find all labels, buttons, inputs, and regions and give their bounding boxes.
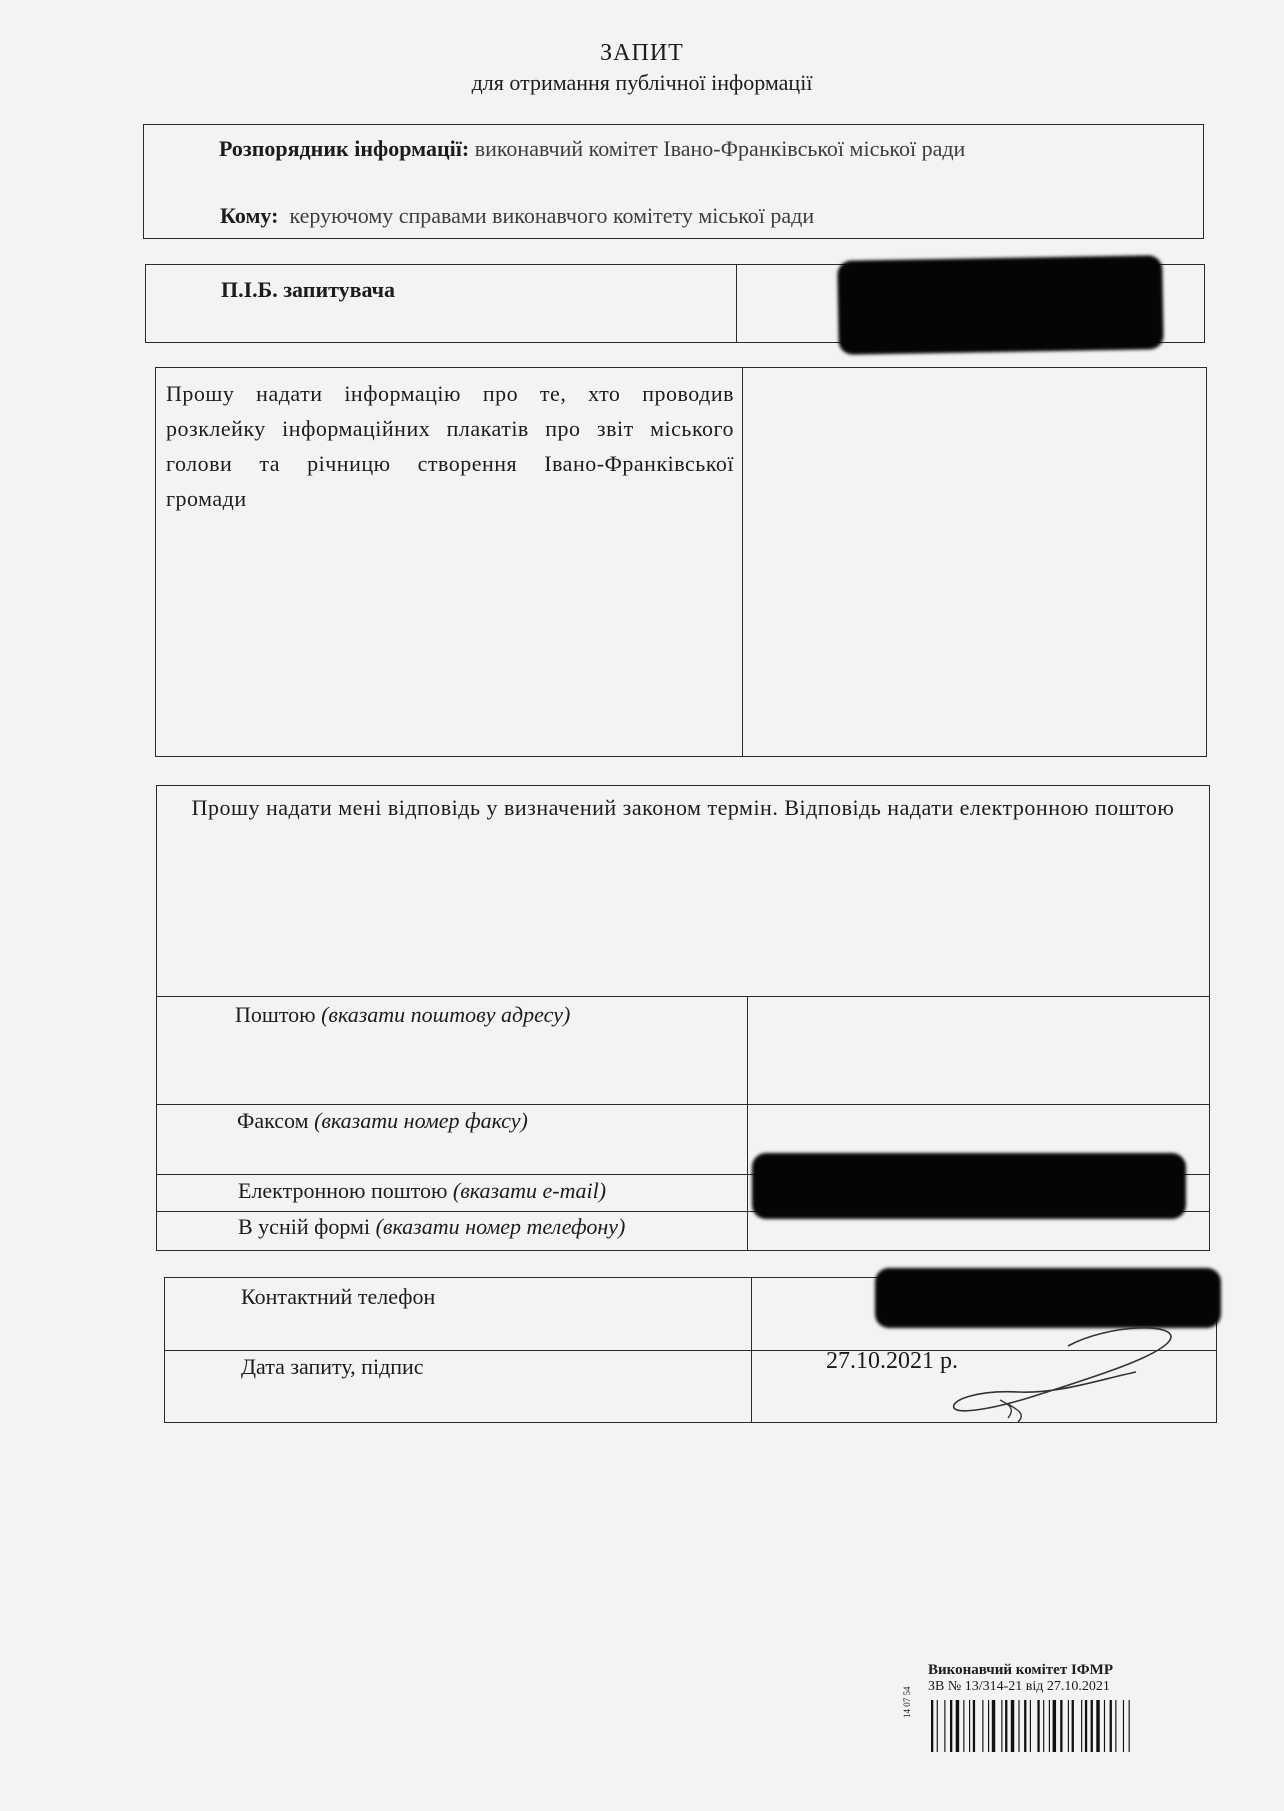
registration-stamp — [928, 1662, 1228, 1695]
email-hint: (вказати e-mail) — [452, 1178, 607, 1203]
answer-intro: Прошу надати мені відповідь у визначений законом термін. Відповідь надати електронною поштою — [191, 795, 1175, 820]
recipient-box — [143, 124, 1204, 239]
phone-label: Контактний телефон — [241, 1284, 436, 1309]
to-value: керуючому справами виконавчого комітету міської ради — [289, 203, 815, 228]
holder-value: виконавчий комітет Івано-Франківської міської ради — [474, 136, 966, 161]
post-label: Поштою — [235, 1002, 316, 1027]
requester-label: П.І.Б. запитувача — [221, 277, 396, 302]
fax-hint: (вказати номер факсу) — [314, 1108, 528, 1133]
post-hint: (вказати поштову адресу) — [321, 1002, 571, 1027]
document-title: ЗАПИТ — [600, 40, 684, 66]
date-label: Дата запиту, підпис — [241, 1354, 424, 1379]
request-box — [155, 367, 1207, 757]
stamp-reg: ЗВ № 13/314-21 від 27.10.2021 — [928, 1679, 1110, 1694]
barcode-number: 14 07 54 — [902, 1686, 912, 1718]
date-value: 27.10.2021 р. — [826, 1348, 958, 1374]
request-text: Прошу надати інформацію про те, хто проводив розклейку інформаційних плакатів про звіт міського голови та річницю створення Івано-Франківської громади — [166, 381, 734, 511]
stamp-org: Виконавчий комітет ІФМР — [928, 1662, 1113, 1678]
redaction-email — [752, 1153, 1186, 1219]
holder-label: Розпорядник інформації: — [219, 136, 470, 161]
redaction-name — [837, 255, 1164, 355]
barcode-image — [931, 1700, 1213, 1752]
fax-label: Факсом — [237, 1108, 309, 1133]
to-label: Кому: — [220, 203, 279, 228]
signature-image — [948, 1318, 1188, 1428]
oral-hint: (вказати номер телефону) — [375, 1214, 626, 1239]
document-subtitle: для отримання публічної інформації — [471, 70, 813, 95]
oral-label: В усній формі — [238, 1214, 371, 1239]
email-label: Електронною поштою — [238, 1178, 448, 1203]
